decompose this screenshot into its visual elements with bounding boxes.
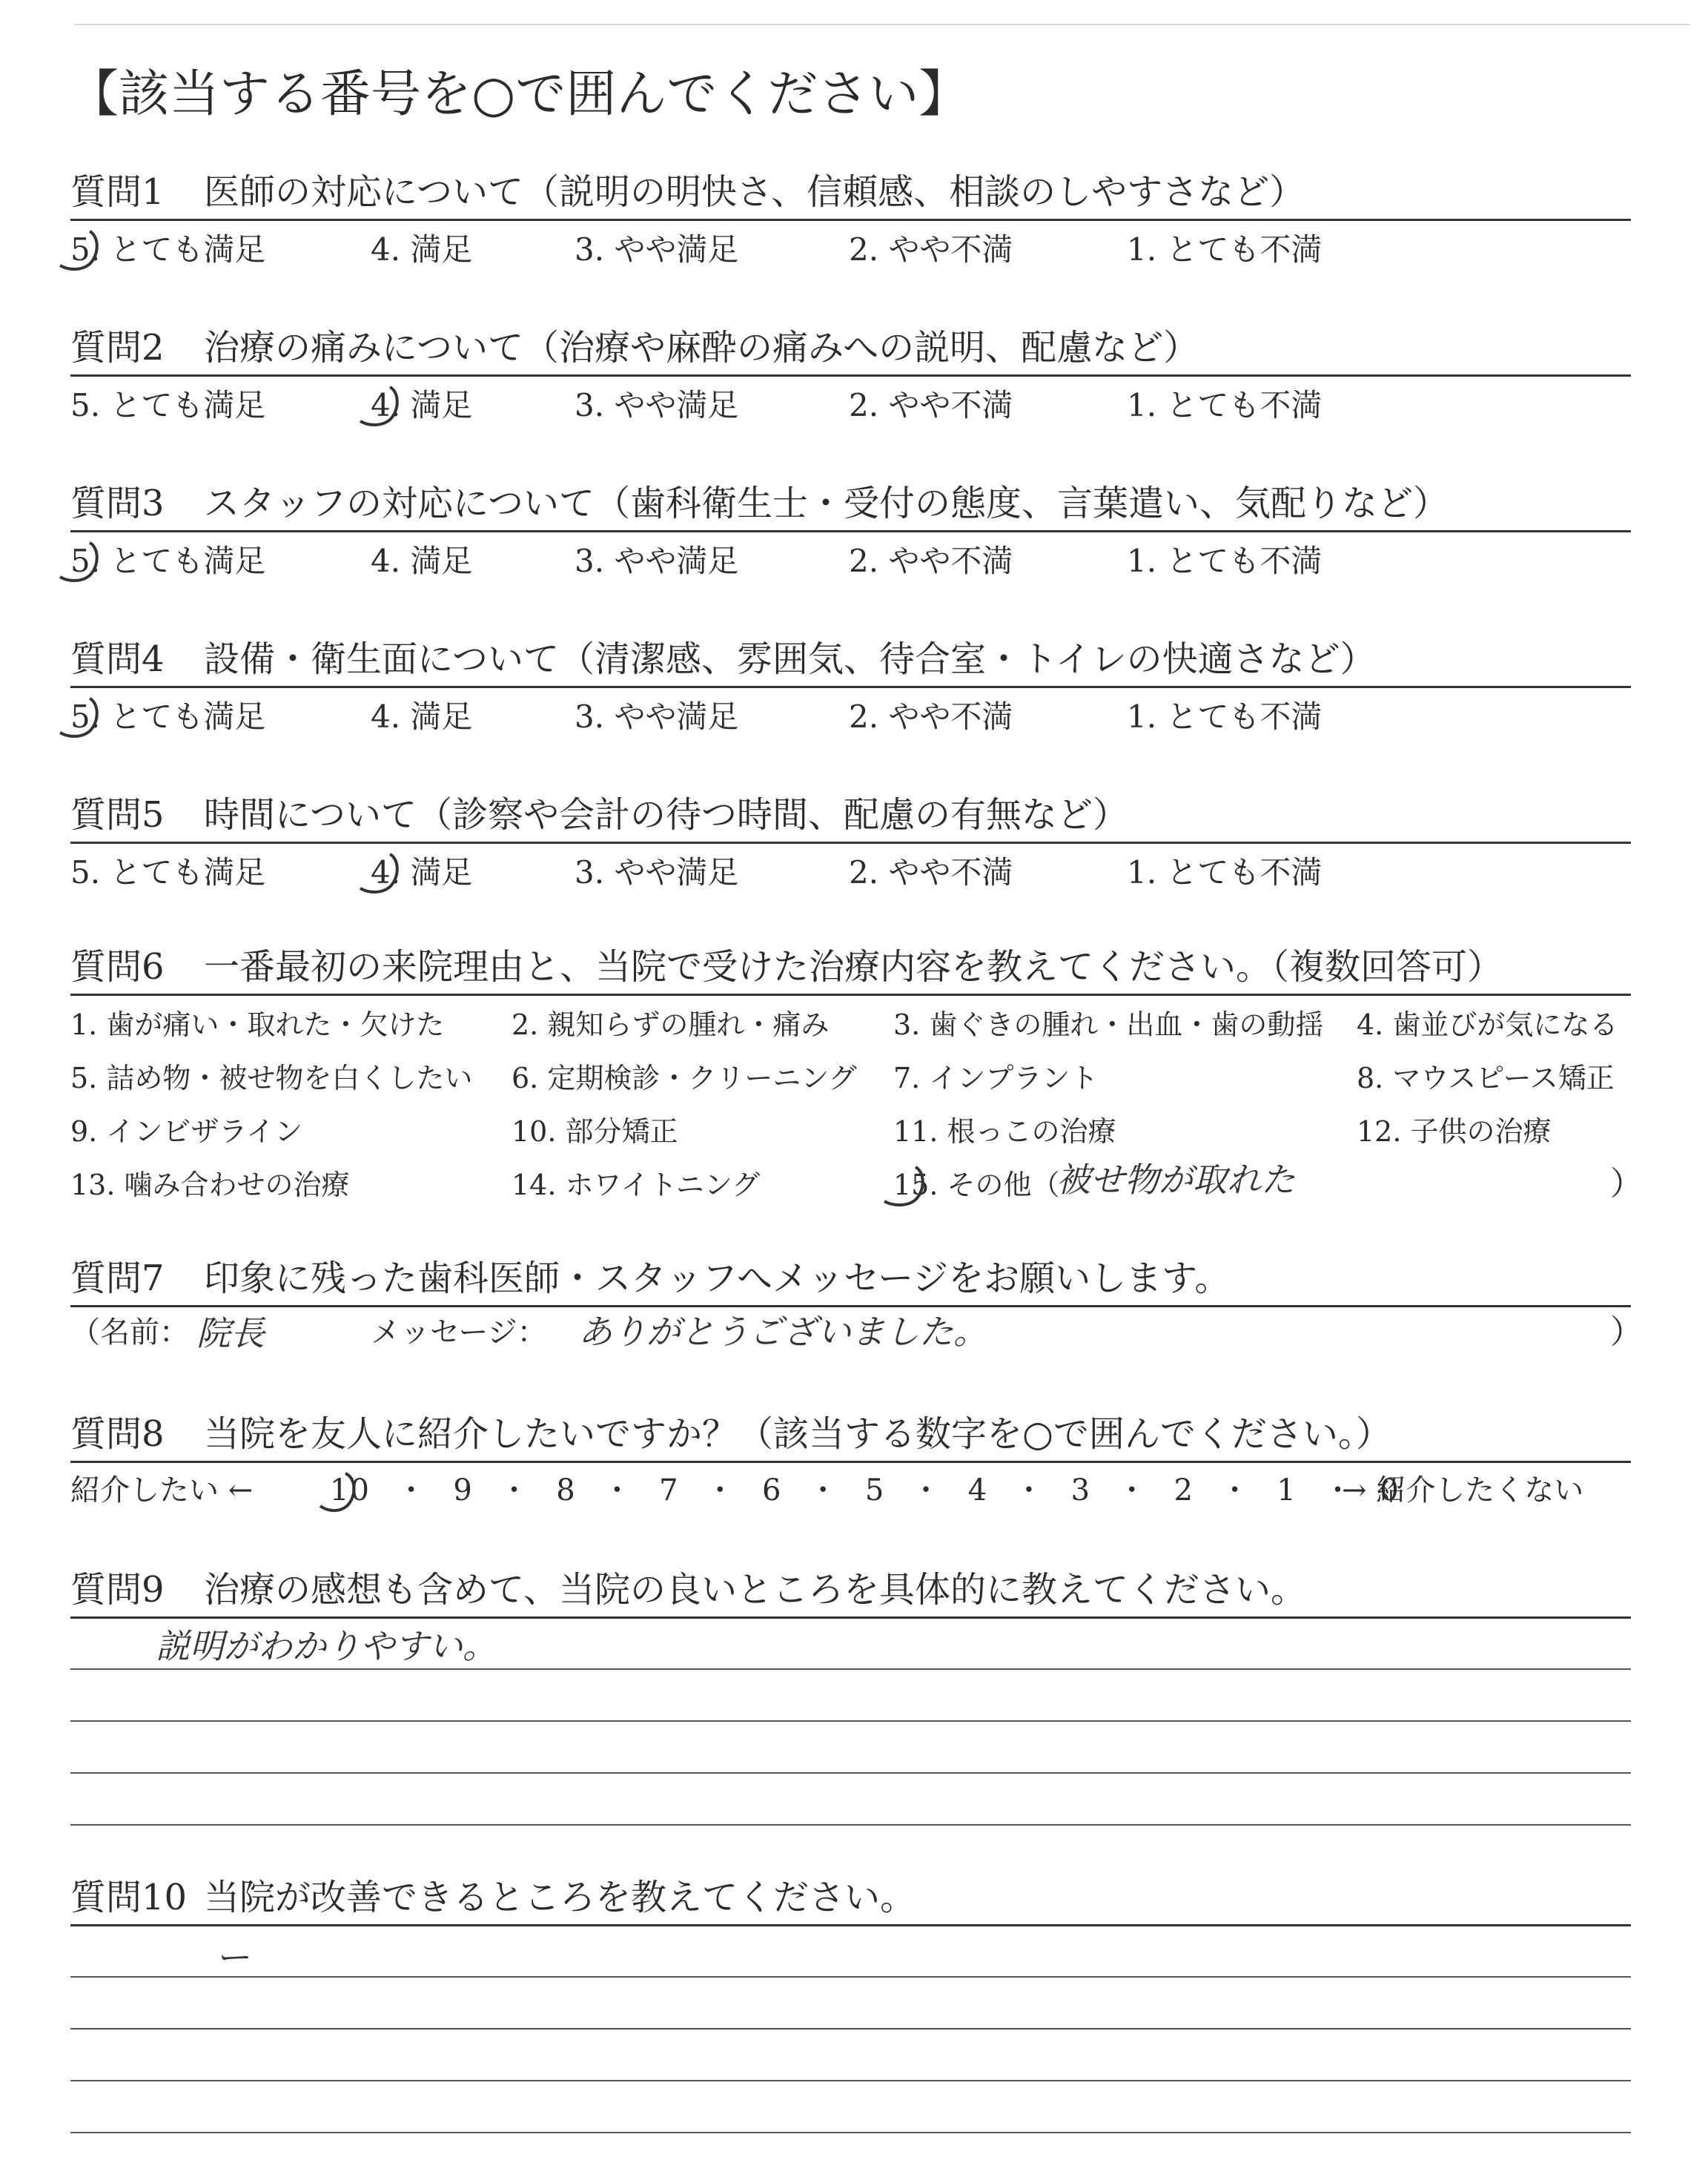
- rating-option[interactable]: 2. やや不満: [849, 698, 1013, 735]
- question-4-rule: [70, 686, 1631, 688]
- rating-option[interactable]: 4. 満足: [371, 698, 473, 735]
- q6-option[interactable]: 4. 歯並びが気になる: [1357, 1008, 1618, 1041]
- q8-scale: 10 ・ 9 ・ 8 ・ 7 ・ 6 ・ 5 ・ 4 ・ 3 ・ 2 ・ 1 ・ 0: [330, 1473, 1400, 1507]
- q7-message-value[interactable]: ありがとうございました。: [578, 1312, 987, 1352]
- question-4-heading: [70, 638, 1376, 681]
- question-2-text: 治療の痛みについて（治療や麻酔の痛みへの説明、配慮など）: [204, 327, 1199, 369]
- rating-option[interactable]: 1. とても不満: [1127, 231, 1323, 268]
- question-3-heading: [70, 482, 1449, 525]
- rating-option[interactable]: 4. 満足: [371, 387, 473, 423]
- rating-option[interactable]: 4. 満足: [371, 231, 473, 268]
- question-8-heading: [70, 1413, 1391, 1456]
- q6-option[interactable]: 3. 歯ぐきの腫れ・出血・歯の動揺: [893, 1008, 1324, 1041]
- question-3-rule: [70, 530, 1631, 532]
- question-7-rule: [70, 1305, 1631, 1307]
- q10-answer[interactable]: ー: [215, 1938, 249, 1978]
- question-6-heading: [70, 945, 1503, 988]
- q8-left-label: 紹介したい ←: [70, 1473, 254, 1507]
- question-5-number: 質問5: [70, 794, 165, 836]
- selection-mark: [354, 377, 414, 436]
- q6-other-answer[interactable]: 被せ物が取れた: [1056, 1160, 1295, 1200]
- question-6-number: 質問6: [70, 946, 165, 988]
- rating-option[interactable]: 5. とても満足: [70, 231, 266, 268]
- rating-option[interactable]: 3. やや満足: [575, 231, 739, 268]
- question-3-number: 質問3: [70, 483, 165, 524]
- q7-name-label: （名前：: [70, 1315, 189, 1350]
- q6-option[interactable]: 1. 歯が痛い・取れた・欠けた: [70, 1008, 445, 1041]
- rating-option[interactable]: 3. やや満足: [575, 387, 739, 423]
- question-1-heading: [70, 171, 1305, 214]
- question-6-text: 一番最初の来院理由と、当院で受けた治療内容を教えてください。（複数回答可）: [204, 946, 1503, 988]
- q8-selection-mark: [311, 1464, 371, 1524]
- question-3-text: スタッフの対応について（歯科衛生士・受付の態度、言葉遣い、気配りなど）: [204, 483, 1449, 524]
- question-5-heading: [70, 793, 1128, 836]
- selection-mark: [54, 688, 113, 747]
- question-2-rule: [70, 374, 1631, 377]
- rating-option[interactable]: 3. やや満足: [575, 698, 739, 735]
- q7-message-label: メッセージ：: [371, 1315, 547, 1350]
- question-7-number: 質問7: [70, 1258, 165, 1299]
- q9-write-line: [70, 1824, 1631, 1826]
- rating-option[interactable]: 5. とても満足: [70, 698, 266, 735]
- question-7-text: 印象に残った歯科医師・スタッフへメッセージをお願いします。: [204, 1258, 1231, 1299]
- rating-option[interactable]: 5. とても満足: [70, 854, 266, 891]
- rating-option[interactable]: 2. やや不満: [849, 854, 1013, 891]
- rating-option[interactable]: 3. やや満足: [575, 854, 739, 891]
- rating-option[interactable]: 2. やや不満: [849, 543, 1013, 579]
- q7-close-paren: ）: [1610, 1313, 1643, 1351]
- q10-write-line: [70, 1976, 1631, 1978]
- question-8-rule: [70, 1461, 1631, 1463]
- question-4-number: 質問4: [70, 638, 165, 680]
- rating-option[interactable]: 5. とても満足: [70, 543, 266, 579]
- q9-write-line: [70, 1772, 1631, 1774]
- q9-write-line: [70, 1720, 1631, 1722]
- question-6-rule: [70, 994, 1631, 996]
- rating-option[interactable]: 1. とても不満: [1127, 854, 1323, 891]
- question-4-text: 設備・衛生面について（清潔感、雰囲気、待合室・トイレの快適さなど）: [204, 638, 1376, 680]
- q6-close-paren: ）: [1610, 1165, 1643, 1203]
- question-10-text: 当院が改善できるところを教えてください。: [204, 1877, 916, 1918]
- q8-right-label: → 紹介したくない: [1342, 1473, 1584, 1507]
- question-2-heading: [70, 326, 1199, 369]
- question-9-number: 質問9: [70, 1569, 165, 1611]
- q9-write-line: [70, 1668, 1631, 1670]
- question-2-number: 質問2: [70, 327, 165, 369]
- rating-option[interactable]: 1. とても不満: [1127, 543, 1323, 579]
- selection-mark: [354, 844, 414, 903]
- question-8-text: 当院を友人に紹介したいですか？（該当する数字を○で囲んでください。）: [204, 1413, 1391, 1455]
- rating-option[interactable]: 1. とても不満: [1127, 698, 1323, 735]
- question-7-heading: [70, 1257, 1230, 1300]
- q6-option[interactable]: 7. インプラント: [893, 1062, 1099, 1094]
- question-5-rule: [70, 842, 1631, 844]
- question-10-number: 質問10: [70, 1877, 188, 1918]
- page-title: 【該当する番号を○で囲んでください】: [68, 65, 970, 124]
- rating-option[interactable]: 4. 満足: [371, 854, 473, 891]
- rating-option[interactable]: 4. 満足: [371, 543, 473, 579]
- q10-write-line: [70, 2028, 1631, 2029]
- question-9-heading: [70, 1568, 1306, 1611]
- selection-mark: [54, 221, 113, 280]
- question-10-rule: [70, 1924, 1631, 1926]
- q6-option[interactable]: 11. 根っこの治療: [893, 1115, 1116, 1148]
- q6-option[interactable]: 5. 詰め物・被せ物を白くしたい: [70, 1062, 473, 1094]
- rating-option[interactable]: 3. やや満足: [575, 543, 739, 579]
- rating-option[interactable]: 5. とても満足: [70, 387, 266, 423]
- selection-mark: [54, 532, 113, 592]
- q6-option[interactable]: 8. マウスピース矯正: [1357, 1062, 1615, 1094]
- question-1-rule: [70, 219, 1631, 221]
- q6-selection-mark: [878, 1157, 938, 1216]
- rating-option[interactable]: 2. やや不満: [849, 387, 1013, 423]
- question-9-text: 治療の感想も含めて、当院の良いところを具体的に教えてください。: [204, 1569, 1307, 1611]
- rating-option[interactable]: 1. とても不満: [1127, 387, 1323, 423]
- question-10-heading: [70, 1876, 916, 1919]
- rating-option[interactable]: 2. やや不満: [849, 231, 1013, 268]
- question-8-number: 質問8: [70, 1413, 165, 1455]
- question-9-rule: [70, 1616, 1631, 1619]
- q10-write-line: [70, 2080, 1631, 2081]
- q6-option[interactable]: 10. 部分矯正: [512, 1115, 678, 1148]
- q6-option[interactable]: 15. その他（: [893, 1169, 1060, 1201]
- question-5-text: 時間について（診察や会計の待つ時間、配慮の有無など）: [204, 794, 1129, 836]
- q9-answer[interactable]: 説明がわかりやすい。: [156, 1626, 497, 1666]
- question-1-number: 質問1: [70, 171, 165, 213]
- q7-name-value[interactable]: 院長: [196, 1313, 265, 1353]
- q6-option[interactable]: 12. 子供の治療: [1357, 1115, 1552, 1148]
- q6-option[interactable]: 9. インビザライン: [70, 1115, 303, 1148]
- q6-option[interactable]: 13. 噛み合わせの治療: [70, 1169, 350, 1201]
- q10-write-line: [70, 2132, 1631, 2133]
- q6-option[interactable]: 2. 親知らずの腫れ・痛み: [512, 1008, 830, 1041]
- top-border: [74, 24, 1690, 25]
- q6-option[interactable]: 14. ホワイトニング: [512, 1169, 761, 1201]
- q6-option[interactable]: 6. 定期検診・クリーニング: [512, 1062, 857, 1094]
- question-1-text: 医師の対応について（説明の明快さ、信頼感、相談のしやすさなど）: [204, 171, 1305, 213]
